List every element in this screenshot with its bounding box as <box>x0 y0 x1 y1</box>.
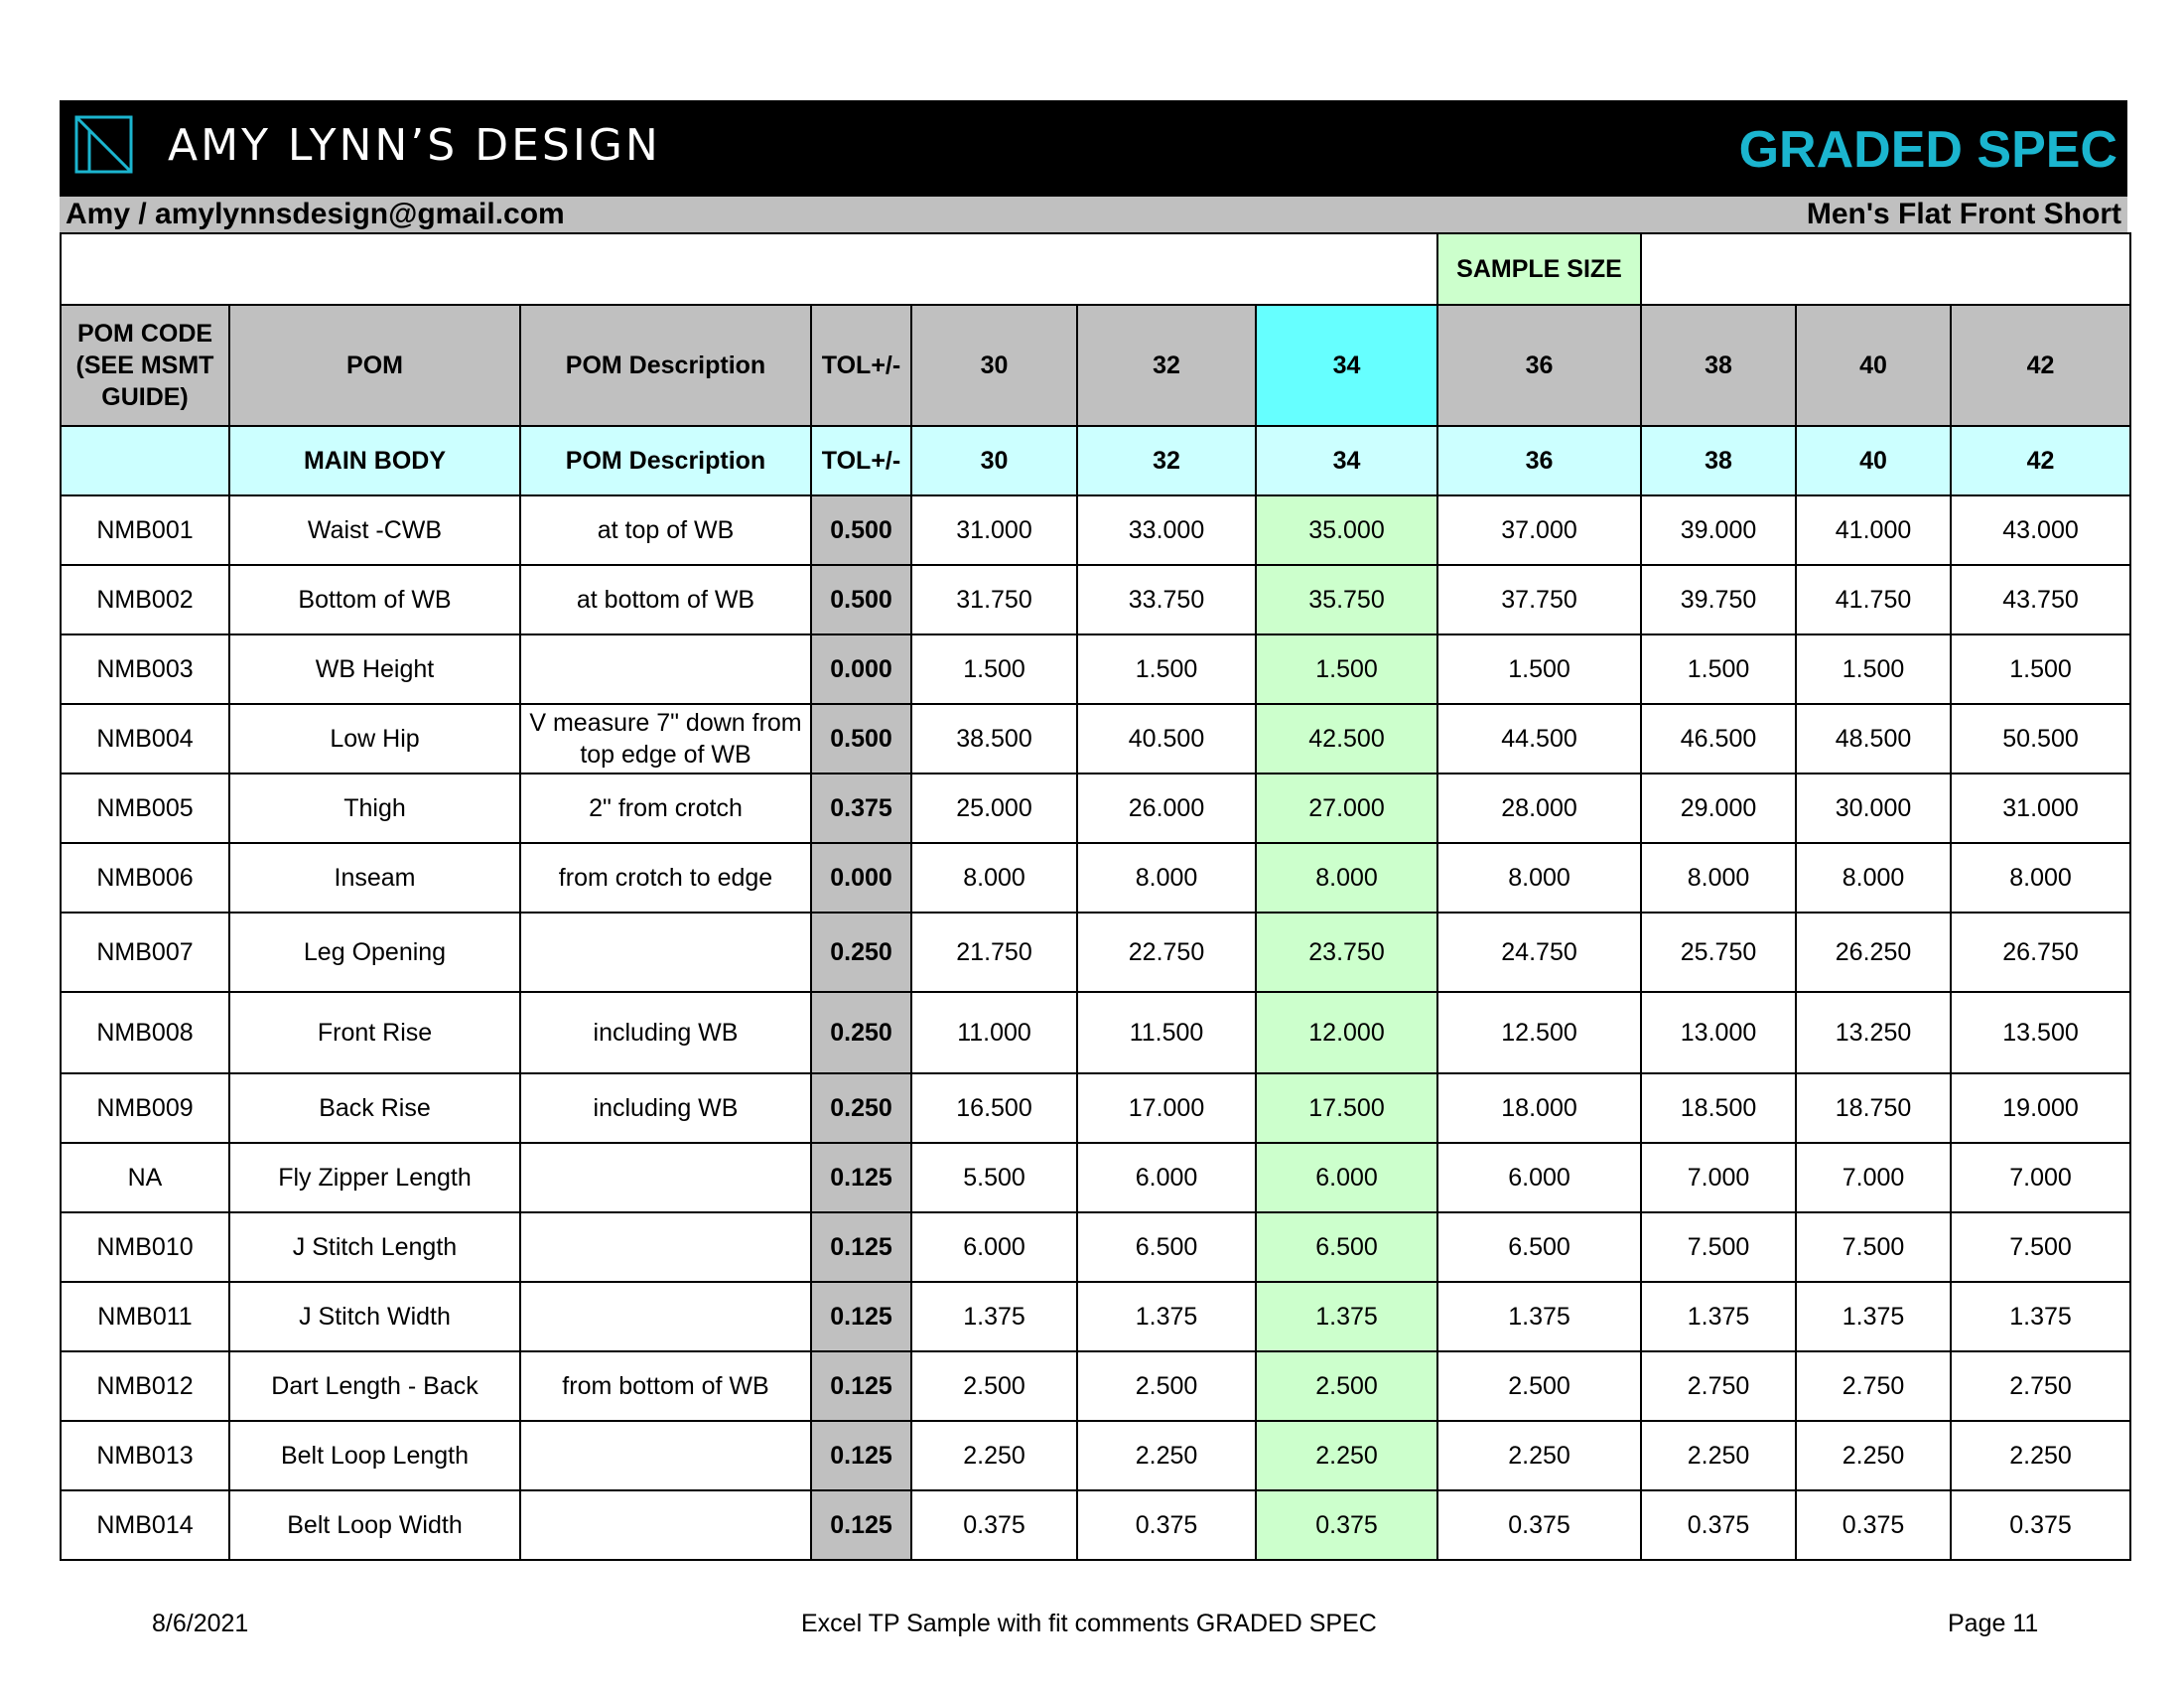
section-size: 32 <box>1077 426 1256 495</box>
size-value-cell: 31.750 <box>911 565 1077 634</box>
size-value-cell: 1.500 <box>1951 634 2130 704</box>
table-row <box>61 992 2130 1073</box>
pom-code-cell: NMB007 <box>61 913 229 992</box>
size-value-cell: 26.750 <box>1951 913 2130 992</box>
pom-name-cell: Belt Loop Width <box>229 1490 520 1560</box>
sample-size-value-cell: 23.750 <box>1256 913 1437 992</box>
tolerance-cell: 0.125 <box>811 1351 911 1421</box>
size-value-cell: 11.500 <box>1077 992 1256 1073</box>
table-row <box>61 774 2130 843</box>
measurement-rows <box>61 495 2130 1560</box>
size-value-cell: 1.375 <box>911 1282 1077 1351</box>
size-value-cell: 2.250 <box>1796 1421 1951 1490</box>
size-value-cell: 44.500 <box>1437 704 1641 774</box>
table-row <box>61 495 2130 565</box>
pom-code-cell: NMB005 <box>61 774 229 843</box>
size-value-cell: 8.000 <box>1796 843 1951 913</box>
footer-file-name: Excel TP Sample with fit comments GRADED SPEC <box>801 1610 1377 1637</box>
size-value-cell: 7.500 <box>1951 1212 2130 1282</box>
size-value-cell: 1.500 <box>1077 634 1256 704</box>
size-value-cell: 0.375 <box>1437 1490 1641 1560</box>
table-row <box>61 843 2130 913</box>
size-value-cell: 1.500 <box>1796 634 1951 704</box>
size-value-cell: 11.000 <box>911 992 1077 1073</box>
size-value-cell: 0.375 <box>911 1490 1077 1560</box>
size-value-cell: 1.375 <box>1641 1282 1796 1351</box>
size-value-cell: 5.500 <box>911 1143 1077 1212</box>
pom-name-cell: Bottom of WB <box>229 565 520 634</box>
pom-description-cell <box>520 1143 811 1212</box>
header-banner <box>60 100 2127 197</box>
size-value-cell: 6.000 <box>911 1212 1077 1282</box>
tolerance-cell: 0.500 <box>811 565 911 634</box>
header-size: 30 <box>911 305 1077 426</box>
tolerance-cell: 0.125 <box>811 1490 911 1560</box>
pom-name-cell: J Stitch Width <box>229 1282 520 1351</box>
header-description: POM Description <box>520 305 811 426</box>
size-value-cell: 39.750 <box>1641 565 1796 634</box>
column-header-row <box>61 305 2130 426</box>
size-value-cell: 43.750 <box>1951 565 2130 634</box>
header-size: 40 <box>1796 305 1951 426</box>
pom-description-cell: V measure 7" down from top edge of WB <box>520 704 811 774</box>
pom-code-cell: NA <box>61 1143 229 1212</box>
header-size: 32 <box>1077 305 1256 426</box>
sample-size-value-cell: 1.500 <box>1256 634 1437 704</box>
size-value-cell: 25.750 <box>1641 913 1796 992</box>
section-size: 38 <box>1641 426 1796 495</box>
header-size: 38 <box>1641 305 1796 426</box>
pom-code-cell: NMB004 <box>61 704 229 774</box>
pom-code-cell: NMB013 <box>61 1421 229 1490</box>
tolerance-cell: 0.125 <box>811 1143 911 1212</box>
size-value-cell: 19.000 <box>1951 1073 2130 1143</box>
pom-description-cell <box>520 1212 811 1282</box>
table-row <box>61 1143 2130 1212</box>
header-sample-size: 34 <box>1256 305 1437 426</box>
size-value-cell: 2.500 <box>911 1351 1077 1421</box>
section-size: 36 <box>1437 426 1641 495</box>
sample-size-row <box>61 233 2130 305</box>
size-value-cell: 2.250 <box>1077 1421 1256 1490</box>
section-tolerance: TOL+/- <box>811 426 911 495</box>
header-size: 36 <box>1437 305 1641 426</box>
table-row <box>61 704 2130 774</box>
pom-name-cell: Thigh <box>229 774 520 843</box>
table-row <box>61 1421 2130 1490</box>
pom-code-cell: NMB008 <box>61 992 229 1073</box>
pom-name-cell: Back Rise <box>229 1073 520 1143</box>
pom-code-cell: NMB003 <box>61 634 229 704</box>
sample-size-value-cell: 8.000 <box>1256 843 1437 913</box>
size-value-cell: 31.000 <box>1951 774 2130 843</box>
size-value-cell: 33.000 <box>1077 495 1256 565</box>
pom-description-cell: at bottom of WB <box>520 565 811 634</box>
blank-cell <box>1641 233 2130 305</box>
pom-description-cell: from crotch to edge <box>520 843 811 913</box>
pom-name-cell: J Stitch Length <box>229 1212 520 1282</box>
size-value-cell: 6.500 <box>1437 1212 1641 1282</box>
size-value-cell: 7.500 <box>1796 1212 1951 1282</box>
size-value-cell: 2.250 <box>911 1421 1077 1490</box>
size-value-cell: 6.500 <box>1077 1212 1256 1282</box>
size-value-cell: 1.375 <box>1437 1282 1641 1351</box>
size-value-cell: 38.500 <box>911 704 1077 774</box>
table-row <box>61 1073 2130 1143</box>
table-row <box>61 913 2130 992</box>
tolerance-cell: 0.125 <box>811 1421 911 1490</box>
section-name: MAIN BODY <box>229 426 520 495</box>
sample-size-value-cell: 1.375 <box>1256 1282 1437 1351</box>
size-value-cell: 7.000 <box>1951 1143 2130 1212</box>
size-value-cell: 31.000 <box>911 495 1077 565</box>
pom-name-cell: WB Height <box>229 634 520 704</box>
size-value-cell: 37.750 <box>1437 565 1641 634</box>
pom-description-cell <box>520 1282 811 1351</box>
pom-name-cell: Waist -CWB <box>229 495 520 565</box>
pom-name-cell: Inseam <box>229 843 520 913</box>
size-value-cell: 1.375 <box>1796 1282 1951 1351</box>
sample-size-value-cell: 0.375 <box>1256 1490 1437 1560</box>
brand-name: AMY LYNN’S DESIGN <box>168 120 661 171</box>
size-value-cell: 25.000 <box>911 774 1077 843</box>
size-value-cell: 13.000 <box>1641 992 1796 1073</box>
tolerance-cell: 0.250 <box>811 992 911 1073</box>
section-size: 30 <box>911 426 1077 495</box>
size-value-cell: 12.500 <box>1437 992 1641 1073</box>
size-value-cell: 8.000 <box>1951 843 2130 913</box>
table-row <box>61 565 2130 634</box>
sample-size-value-cell: 12.000 <box>1256 992 1437 1073</box>
graded-spec-table <box>60 232 2131 1561</box>
size-value-cell: 2.500 <box>1437 1351 1641 1421</box>
sample-size-value-cell: 2.500 <box>1256 1351 1437 1421</box>
pom-name-cell: Leg Opening <box>229 913 520 992</box>
size-value-cell: 8.000 <box>1437 843 1641 913</box>
size-value-cell: 29.000 <box>1641 774 1796 843</box>
size-value-cell: 46.500 <box>1641 704 1796 774</box>
sample-size-value-cell: 17.500 <box>1256 1073 1437 1143</box>
header-pom: POM <box>229 305 520 426</box>
table-row <box>61 1212 2130 1282</box>
size-value-cell: 18.750 <box>1796 1073 1951 1143</box>
pom-code-cell: NMB014 <box>61 1490 229 1560</box>
tolerance-cell: 0.125 <box>811 1282 911 1351</box>
size-value-cell: 2.250 <box>1437 1421 1641 1490</box>
size-value-cell: 0.375 <box>1951 1490 2130 1560</box>
size-value-cell: 24.750 <box>1437 913 1641 992</box>
pom-name-cell: Fly Zipper Length <box>229 1143 520 1212</box>
size-value-cell: 7.000 <box>1796 1143 1951 1212</box>
size-value-cell: 6.000 <box>1437 1143 1641 1212</box>
footer-date: 8/6/2021 <box>152 1610 249 1637</box>
size-value-cell: 1.375 <box>1951 1282 2130 1351</box>
header-pom-code: POM CODE (SEE MSMT GUIDE) <box>61 305 229 426</box>
size-value-cell: 33.750 <box>1077 565 1256 634</box>
header-tolerance: TOL+/- <box>811 305 911 426</box>
pom-description-cell <box>520 1421 811 1490</box>
tolerance-cell: 0.000 <box>811 634 911 704</box>
size-value-cell: 28.000 <box>1437 774 1641 843</box>
sample-size-value-cell: 6.000 <box>1256 1143 1437 1212</box>
size-value-cell: 16.500 <box>911 1073 1077 1143</box>
size-value-cell: 0.375 <box>1077 1490 1256 1560</box>
blank-cell <box>61 233 1437 305</box>
pom-description-cell: including WB <box>520 992 811 1073</box>
pom-description-cell: including WB <box>520 1073 811 1143</box>
size-value-cell: 8.000 <box>1641 843 1796 913</box>
sample-size-value-cell: 2.250 <box>1256 1421 1437 1490</box>
pom-description-cell <box>520 913 811 992</box>
size-value-cell: 2.250 <box>1641 1421 1796 1490</box>
sample-size-value-cell: 27.000 <box>1256 774 1437 843</box>
sample-size-value-cell: 42.500 <box>1256 704 1437 774</box>
pom-name-cell: Low Hip <box>229 704 520 774</box>
size-value-cell: 26.250 <box>1796 913 1951 992</box>
tolerance-cell: 0.000 <box>811 843 911 913</box>
size-value-cell: 50.500 <box>1951 704 2130 774</box>
size-value-cell: 6.000 <box>1077 1143 1256 1212</box>
tolerance-cell: 0.375 <box>811 774 911 843</box>
contact-info: Amy / amylynnsdesign@gmail.com <box>66 198 565 230</box>
section-size: 40 <box>1796 426 1951 495</box>
pom-description-cell: 2" from crotch <box>520 774 811 843</box>
header-size: 42 <box>1951 305 2130 426</box>
info-bar <box>60 197 2127 232</box>
sample-size-label: SAMPLE SIZE <box>1437 233 1641 305</box>
size-value-cell: 26.000 <box>1077 774 1256 843</box>
pom-code-cell: NMB001 <box>61 495 229 565</box>
size-value-cell: 41.000 <box>1796 495 1951 565</box>
pom-code-cell: NMB002 <box>61 565 229 634</box>
size-value-cell: 13.250 <box>1796 992 1951 1073</box>
diagonal-square-logo-icon <box>73 114 134 175</box>
size-value-cell: 2.750 <box>1796 1351 1951 1421</box>
sample-size-value-cell: 35.750 <box>1256 565 1437 634</box>
size-value-cell: 1.375 <box>1077 1282 1256 1351</box>
size-value-cell: 18.000 <box>1437 1073 1641 1143</box>
size-value-cell: 8.000 <box>911 843 1077 913</box>
size-value-cell: 40.500 <box>1077 704 1256 774</box>
size-value-cell: 2.750 <box>1951 1351 2130 1421</box>
size-value-cell: 30.000 <box>1796 774 1951 843</box>
footer-page-number: Page 11 <box>1948 1610 2039 1637</box>
table-row <box>61 634 2130 704</box>
size-value-cell: 37.000 <box>1437 495 1641 565</box>
pom-code-cell: NMB012 <box>61 1351 229 1421</box>
table-row <box>61 1490 2130 1560</box>
size-value-cell: 1.500 <box>1641 634 1796 704</box>
size-value-cell: 1.500 <box>1437 634 1641 704</box>
size-value-cell: 13.500 <box>1951 992 2130 1073</box>
size-value-cell: 2.750 <box>1641 1351 1796 1421</box>
pom-name-cell: Front Rise <box>229 992 520 1073</box>
tolerance-cell: 0.250 <box>811 913 911 992</box>
pom-code-cell: NMB006 <box>61 843 229 913</box>
pom-name-cell: Dart Length - Back <box>229 1351 520 1421</box>
tolerance-cell: 0.250 <box>811 1073 911 1143</box>
size-value-cell: 2.500 <box>1077 1351 1256 1421</box>
sample-size-value-cell: 6.500 <box>1256 1212 1437 1282</box>
pom-description-cell: at top of WB <box>520 495 811 565</box>
size-value-cell: 8.000 <box>1077 843 1256 913</box>
size-value-cell: 0.375 <box>1641 1490 1796 1560</box>
size-value-cell: 43.000 <box>1951 495 2130 565</box>
pom-description-cell: from bottom of WB <box>520 1351 811 1421</box>
section-size: 42 <box>1951 426 2130 495</box>
section-row <box>61 426 2130 495</box>
size-value-cell: 7.000 <box>1641 1143 1796 1212</box>
size-value-cell: 2.250 <box>1951 1421 2130 1490</box>
size-value-cell: 7.500 <box>1641 1212 1796 1282</box>
size-value-cell: 17.000 <box>1077 1073 1256 1143</box>
size-value-cell: 39.000 <box>1641 495 1796 565</box>
tolerance-cell: 0.500 <box>811 704 911 774</box>
tolerance-cell: 0.500 <box>811 495 911 565</box>
pom-description-cell <box>520 1490 811 1560</box>
size-value-cell: 1.500 <box>911 634 1077 704</box>
table-row <box>61 1282 2130 1351</box>
document-title: GRADED SPEC <box>1738 121 2117 179</box>
pom-code-cell: NMB011 <box>61 1282 229 1351</box>
size-value-cell: 22.750 <box>1077 913 1256 992</box>
size-value-cell: 18.500 <box>1641 1073 1796 1143</box>
size-value-cell: 41.750 <box>1796 565 1951 634</box>
section-size: 34 <box>1256 426 1437 495</box>
pom-name-cell: Belt Loop Length <box>229 1421 520 1490</box>
pom-code-cell: NMB009 <box>61 1073 229 1143</box>
sample-size-value-cell: 35.000 <box>1256 495 1437 565</box>
section-blank <box>61 426 229 495</box>
tolerance-cell: 0.125 <box>811 1212 911 1282</box>
pom-description-cell <box>520 634 811 704</box>
style-name: Men's Flat Front Short <box>1806 198 2121 230</box>
size-value-cell: 0.375 <box>1796 1490 1951 1560</box>
size-value-cell: 48.500 <box>1796 704 1951 774</box>
table-row <box>61 1351 2130 1421</box>
size-value-cell: 21.750 <box>911 913 1077 992</box>
pom-code-cell: NMB010 <box>61 1212 229 1282</box>
section-description: POM Description <box>520 426 811 495</box>
